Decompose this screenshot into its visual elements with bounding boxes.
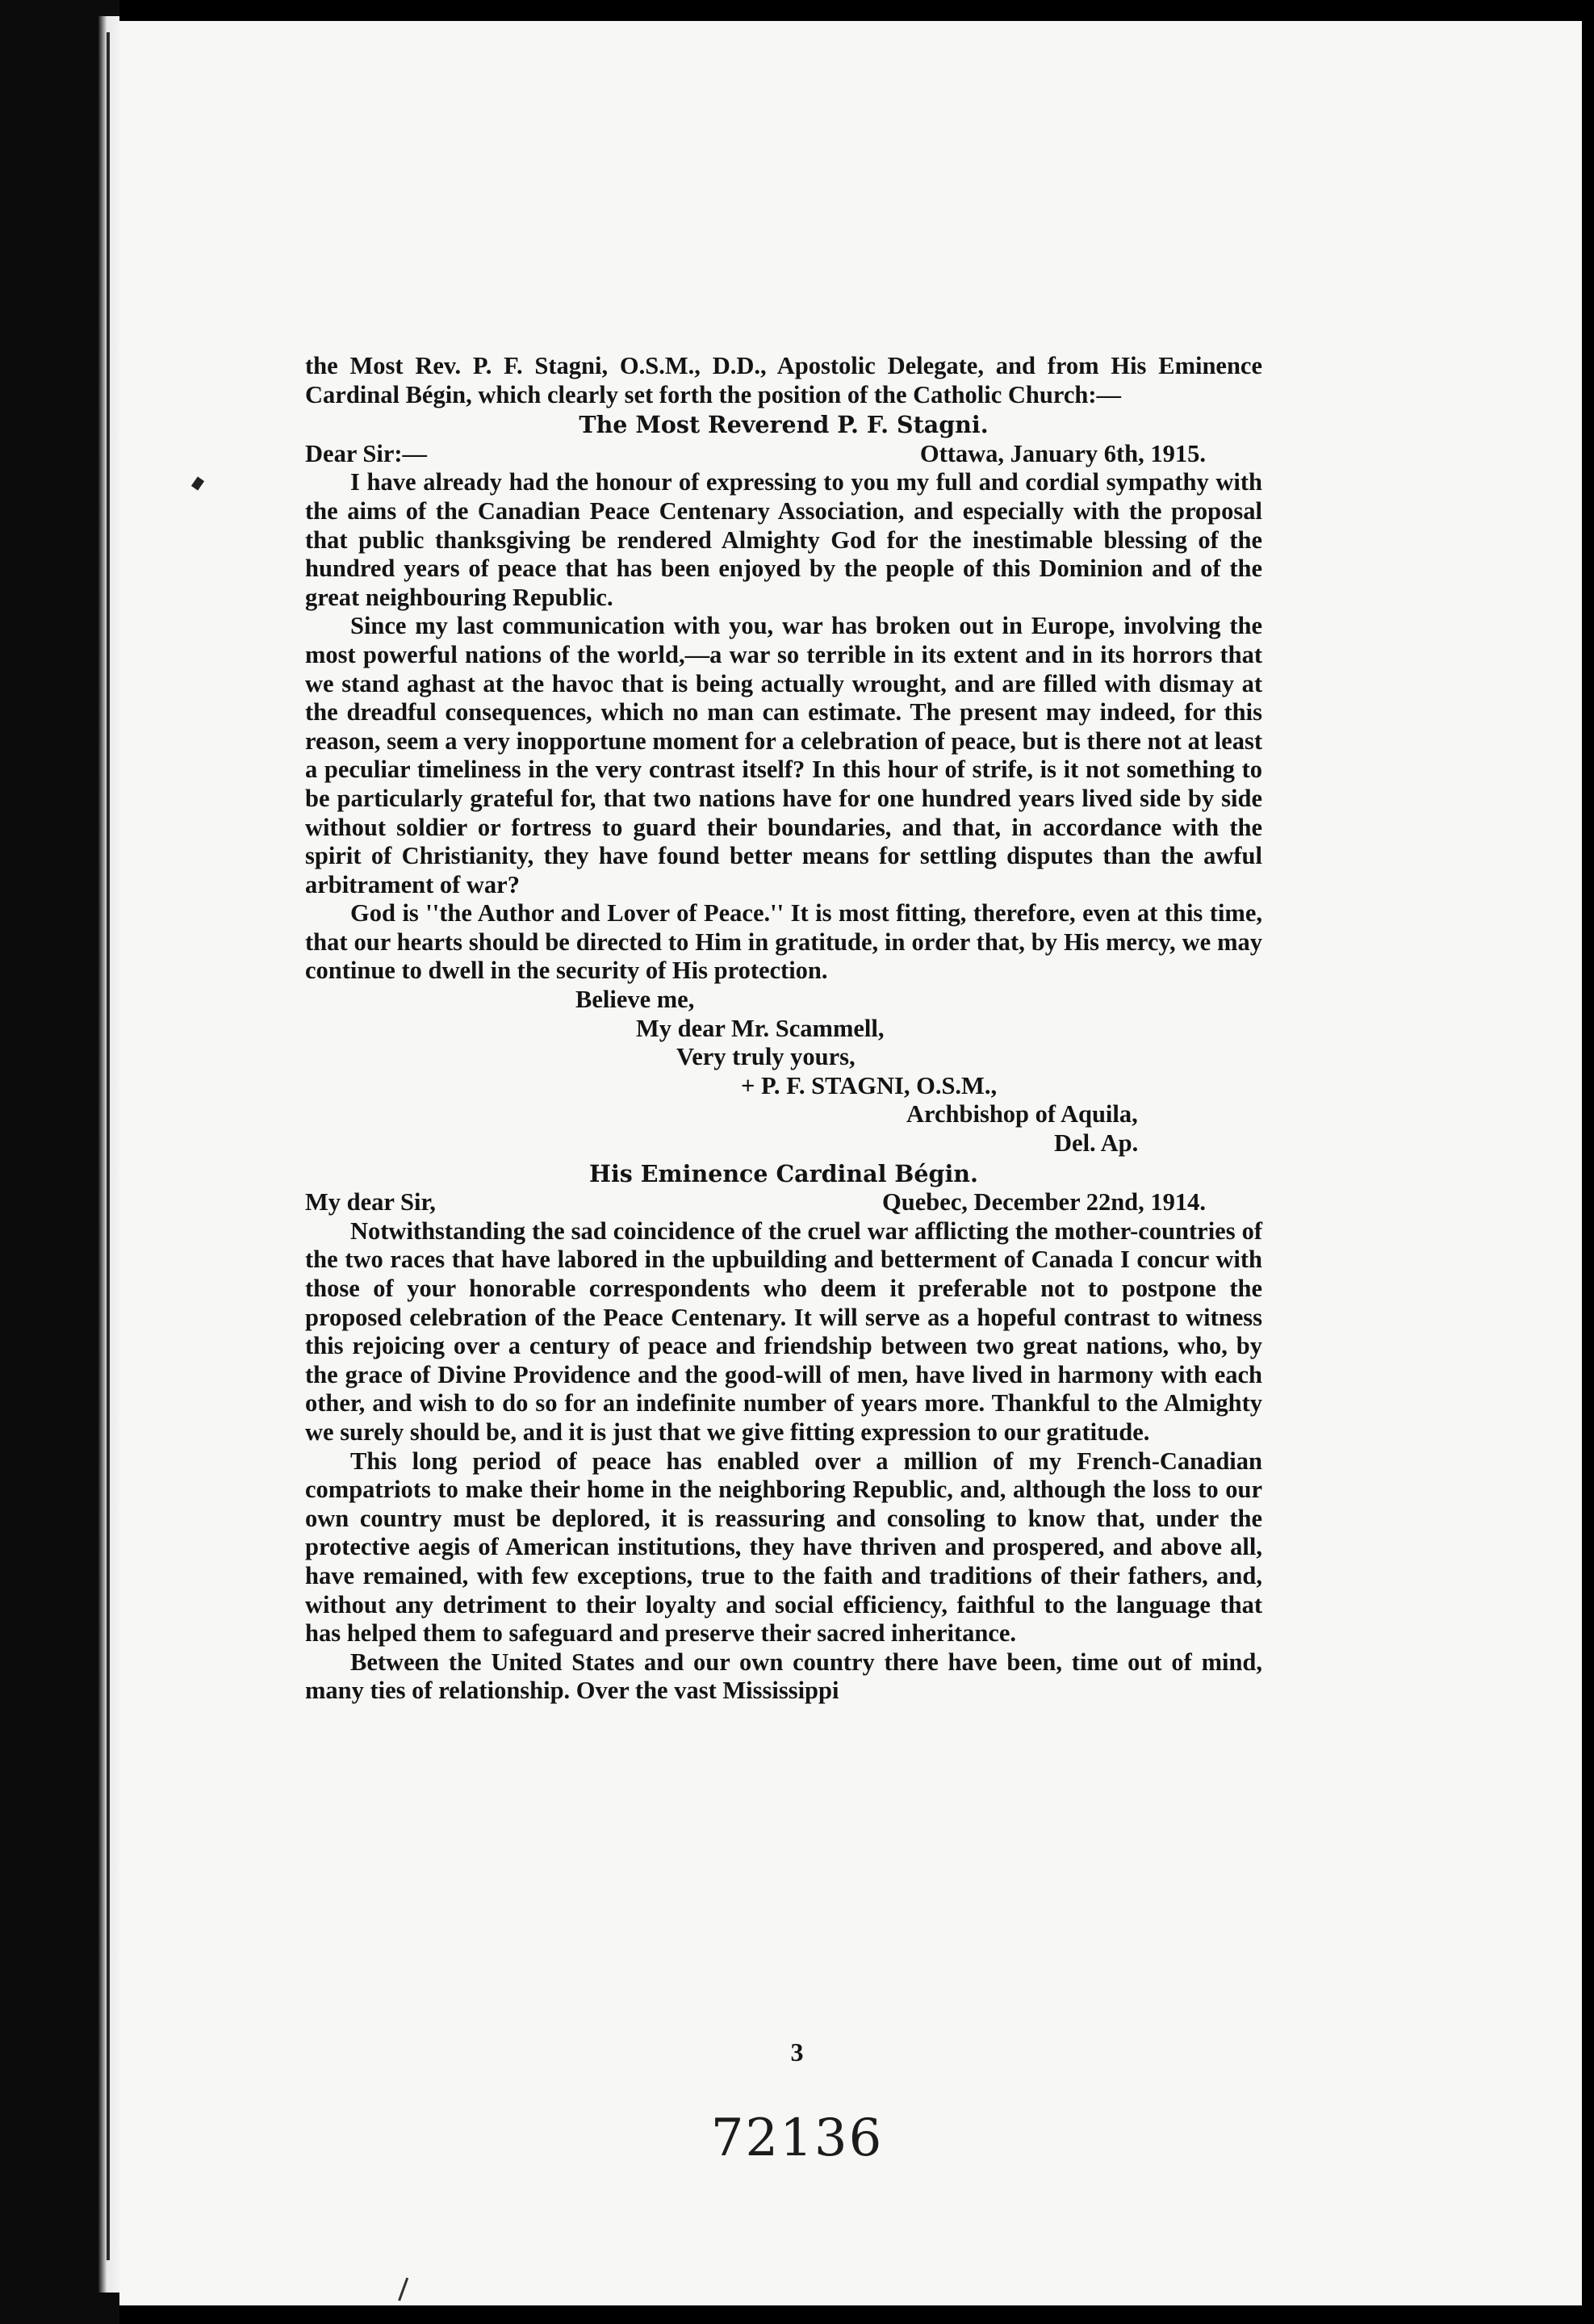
signature-office: Del. Ap.	[1054, 1129, 1139, 1158]
signature-name: + P. F. STAGNI, O.S.M.,	[741, 1071, 998, 1099]
letter1-dateline	[305, 440, 1262, 469]
letter2-dateline	[305, 1188, 1262, 1217]
letter2-date: Quebec, December 22nd, 1914.	[882, 1188, 1206, 1216]
letter2-paragraph-2: This long period of peace has enabled over a million of my French-Canadian compatriots to make their home in the neighboring Republic, and, although the loss to our own country must be deplored, it is reassuring and consoling to know that, under the protective aegis of American institutions, they have thriven and prospered, and above all, have remained, with few exceptions, true to the faith and traditions of their fathers, and, without any detriment to their loyalty and social efficiency, faithful to the language that has helped them to safeguard and preserve their sacred inheritance.	[305, 1447, 1262, 1648]
intro-paragraph: the Most Rev. P. F. Stagni, O.S.M., D.D., Apostolic Delegate, and from His Eminence Cardinal Bégin, which clearly set forth the position of the Catholic Church:—	[305, 352, 1262, 408]
letter2-paragraph-3: Between the United States and our own country there have been, time out of mind, many ties of relationship. Over the vast Mississippi	[305, 1648, 1262, 1705]
letter1-signature-block	[305, 986, 1262, 1158]
signature-title: Archbishop of Aquila,	[906, 1100, 1138, 1129]
letter1-salutation: Dear Sir:—	[305, 439, 428, 467]
letter1-paragraph-1: I have already had the honour of expressing to you my full and cordial sympathy with the aims of the Canadian Peace Centenary Association, and especially with the proposal that public thanksgiving be rendered Almighty God for the inestimable blessing of the hundred years of peace that has been enjoyed by the people of this Dominion and of the great neighbouring Republic.	[305, 468, 1262, 611]
letter1-paragraph-3: God is ''the Author and Lover of Peace.'' It is most fitting, therefore, even at this time, that our hearts should be directed to Him in gratitude, in order that, by His mercy, we may continue to dwell in the security of His protection.	[305, 899, 1262, 985]
closing-my-dear: My dear Mr. Scammell,	[636, 1014, 885, 1042]
letter2-heading: His Eminence Cardinal Bégin.	[589, 1159, 978, 1187]
letter1-heading: The Most Reverend P. F. Stagni.	[579, 411, 989, 439]
closing-very-truly: Very truly yours,	[676, 1043, 856, 1071]
archive-stamp-number: 72136	[710, 2108, 884, 2168]
page-number: 3	[790, 2037, 804, 2066]
letter2-paragraph-1: Notwithstanding the sad coincidence of the cruel war afflicting the mother-countries of the two races that have labored in the upbuilding and betterment of Canada I concur with those of your honorable correspondents who deem it preferable not to postpone the proposed celebration of the Peace Centenary. It will serve as a hopeful contrast to witness this rejoicing over a century of peace and friendship between two great nations, who, by the grace of Divine Providence and the good-will of men, have lived in harmony with each other, and wish to do so for an indefinite number of years more. Thankful to the Almighty we surely should be, and it is just that we give fitting expression to our gratitude.	[305, 1216, 1262, 1446]
film-edge-line	[107, 32, 110, 2260]
letter2-salutation: My dear Sir,	[305, 1188, 436, 1216]
letter1-paragraph-2: Since my last communication with you, war has broken out in Europe, involving the most powerful nations of the world,—a war so terrible in its extent and in its horrors that we stand aghast at the havoc that is being actually wrought, and are filled with dismay at the dreadful consequences, which no man can estimate. The present may indeed, for this reason, seem a very inopportune moment for a celebration of peace, but is there not at least a peculiar timeliness in the very contrast itself? In this hour of strife, is it not something to be particularly grateful for, that two nations have for one hundred years lived side by side without soldier or fortress to guard their boundaries, and that, in accordance with the spirit of Christianity, they have found better means for settling disputes than the awful arbitrament of war?	[305, 612, 1262, 898]
closing-believe-me: Believe me,	[575, 986, 695, 1014]
page-content	[305, 352, 1262, 1706]
letter1-date: Ottawa, January 6th, 1915.	[919, 439, 1206, 467]
